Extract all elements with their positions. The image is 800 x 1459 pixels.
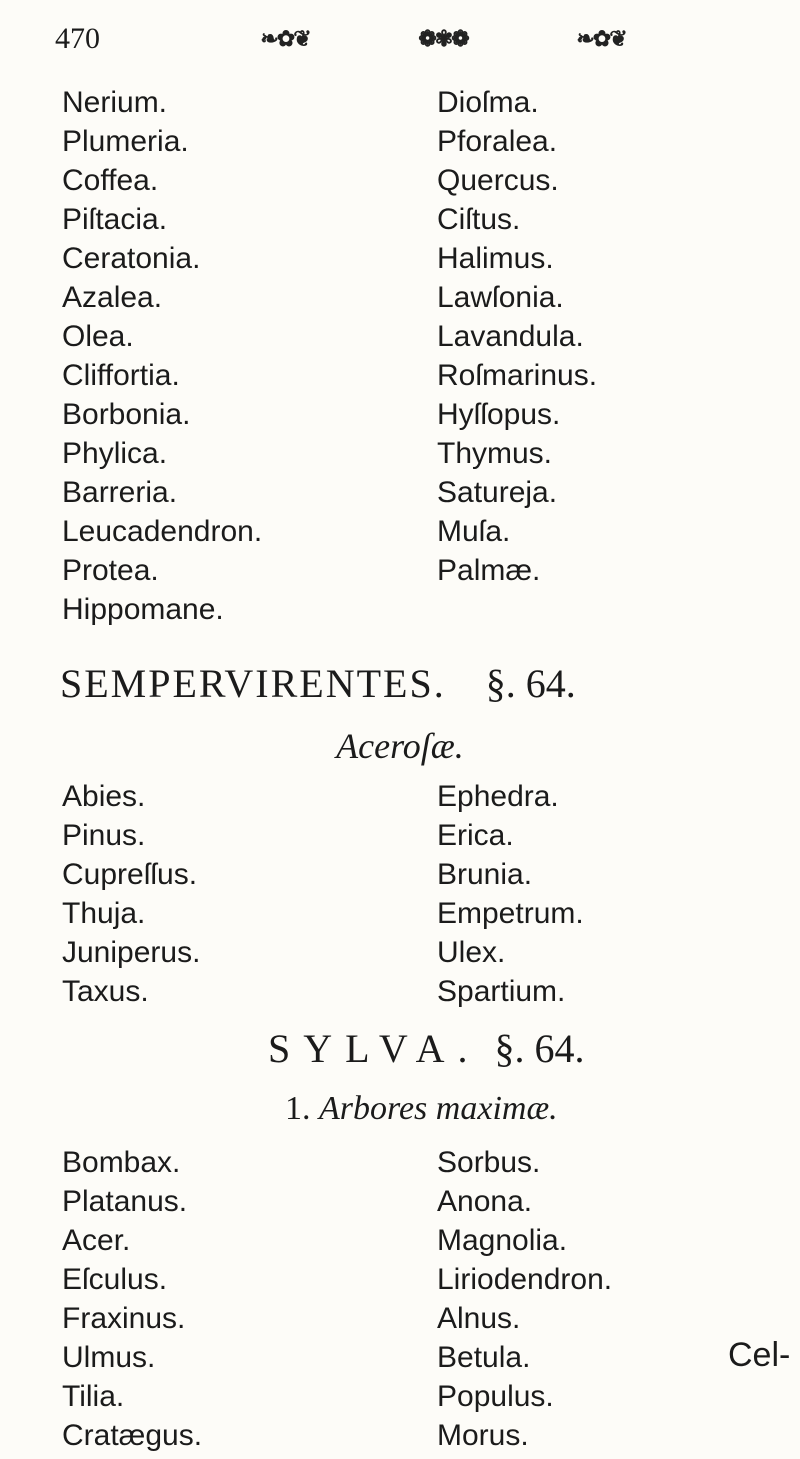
list-item: Coffea. xyxy=(62,164,159,197)
list-item: Protea. xyxy=(62,554,159,587)
list-item: Liriodendron. xyxy=(437,1263,613,1296)
list-item: Ulex. xyxy=(437,936,506,969)
list-item: Pforalea. xyxy=(437,125,558,158)
list-item: Brunia. xyxy=(437,858,533,891)
list-item: Olea. xyxy=(62,320,134,353)
list-item: Magnolia. xyxy=(437,1224,568,1257)
list-item: Bombax. xyxy=(62,1146,181,1179)
list-item: Hippomane. xyxy=(62,593,224,626)
printers-ornament-left: ❧✿❦ xyxy=(260,26,310,52)
list-item: Muſa. xyxy=(437,515,511,548)
conifer-list-right-column xyxy=(437,777,584,1011)
section-reference: §. 64. xyxy=(494,1026,585,1071)
list-item: Ulmus. xyxy=(62,1341,156,1374)
conifer-list-left-column xyxy=(62,777,200,1011)
list-item: Nerium. xyxy=(62,86,168,119)
list-item: Sorbus. xyxy=(437,1146,541,1179)
list-item: Alnus. xyxy=(437,1302,521,1335)
list-item: Ceratonia. xyxy=(62,242,201,275)
printers-ornament-right: ❧✿❦ xyxy=(576,26,626,52)
list-item: Halimus. xyxy=(437,242,554,275)
list-item: Spartium. xyxy=(437,975,566,1008)
catchword: Cel- xyxy=(728,1336,791,1374)
list-item: Thuja. xyxy=(62,897,146,930)
section-title: SEMPERVIRENTES. xyxy=(60,661,446,706)
tree-list-left-column xyxy=(62,1143,202,1455)
list-item: Empetrum. xyxy=(437,897,584,930)
list-item: Acer. xyxy=(62,1224,131,1257)
list-item: Leucadendron. xyxy=(62,515,263,548)
list-item: Tilia. xyxy=(62,1380,125,1413)
list-item: Phylica. xyxy=(62,437,168,470)
list-item: Dioſma. xyxy=(437,86,539,119)
page-number: 470 xyxy=(55,22,100,55)
list-item: Hyſſopus. xyxy=(437,398,561,431)
list-item: Satureja. xyxy=(437,476,558,509)
section-heading-sylva xyxy=(268,1025,585,1072)
list-item: Platanus. xyxy=(62,1185,188,1218)
list-item: Juniperus. xyxy=(62,936,201,969)
list-item: Barreria. xyxy=(62,476,178,509)
list-item: Quercus. xyxy=(437,164,559,197)
list-item: Erica. xyxy=(437,819,514,852)
list-item: Anona. xyxy=(437,1185,533,1218)
list-item: Ephedra. xyxy=(437,780,559,813)
list-item: Fraxinus. xyxy=(62,1302,186,1335)
subsection-word-arbores: Arbores xyxy=(319,1090,428,1127)
list-item: Azalea. xyxy=(62,281,163,314)
plant-list-left-column xyxy=(62,83,262,629)
list-item: Thymus. xyxy=(437,437,553,470)
list-item: Roſmarinus. xyxy=(437,359,598,392)
subsection-number: 1. xyxy=(285,1090,311,1127)
list-item: Taxus. xyxy=(62,975,149,1008)
list-item: Cupreſſus. xyxy=(62,858,198,891)
list-item: Plumeria. xyxy=(62,125,189,158)
section-title: SYLVA. xyxy=(268,1026,481,1071)
tree-list-right-column xyxy=(437,1143,612,1455)
plant-list-right-column xyxy=(437,83,597,590)
printers-ornament-center: ❁✾❁ xyxy=(418,26,468,52)
list-item: Lavandula. xyxy=(437,320,584,353)
list-item: Cliffortia. xyxy=(62,359,180,392)
list-item: Betula. xyxy=(437,1341,531,1374)
list-item: Ciſtus. xyxy=(437,203,521,236)
list-item: Palmæ. xyxy=(437,554,541,587)
list-item: Cratægus. xyxy=(62,1419,203,1452)
list-item: Lawſonia. xyxy=(437,281,564,314)
list-item: Populus. xyxy=(437,1380,554,1413)
list-item: Pinus. xyxy=(62,819,146,852)
section-subheading-arbores-maximae xyxy=(285,1090,558,1128)
list-item: Borbonia. xyxy=(62,398,191,431)
list-item: Eſculus. xyxy=(62,1263,168,1296)
subsection-word-maximae: maximæ. xyxy=(435,1090,558,1127)
list-item: Morus. xyxy=(437,1419,529,1452)
section-subheading-acerosae: Aceroſæ. xyxy=(336,726,464,766)
list-item: Abies. xyxy=(62,780,146,813)
section-heading-sempervirentes xyxy=(60,660,576,707)
list-item: Piſtacia. xyxy=(62,203,168,236)
section-reference: §. 64. xyxy=(485,661,576,706)
